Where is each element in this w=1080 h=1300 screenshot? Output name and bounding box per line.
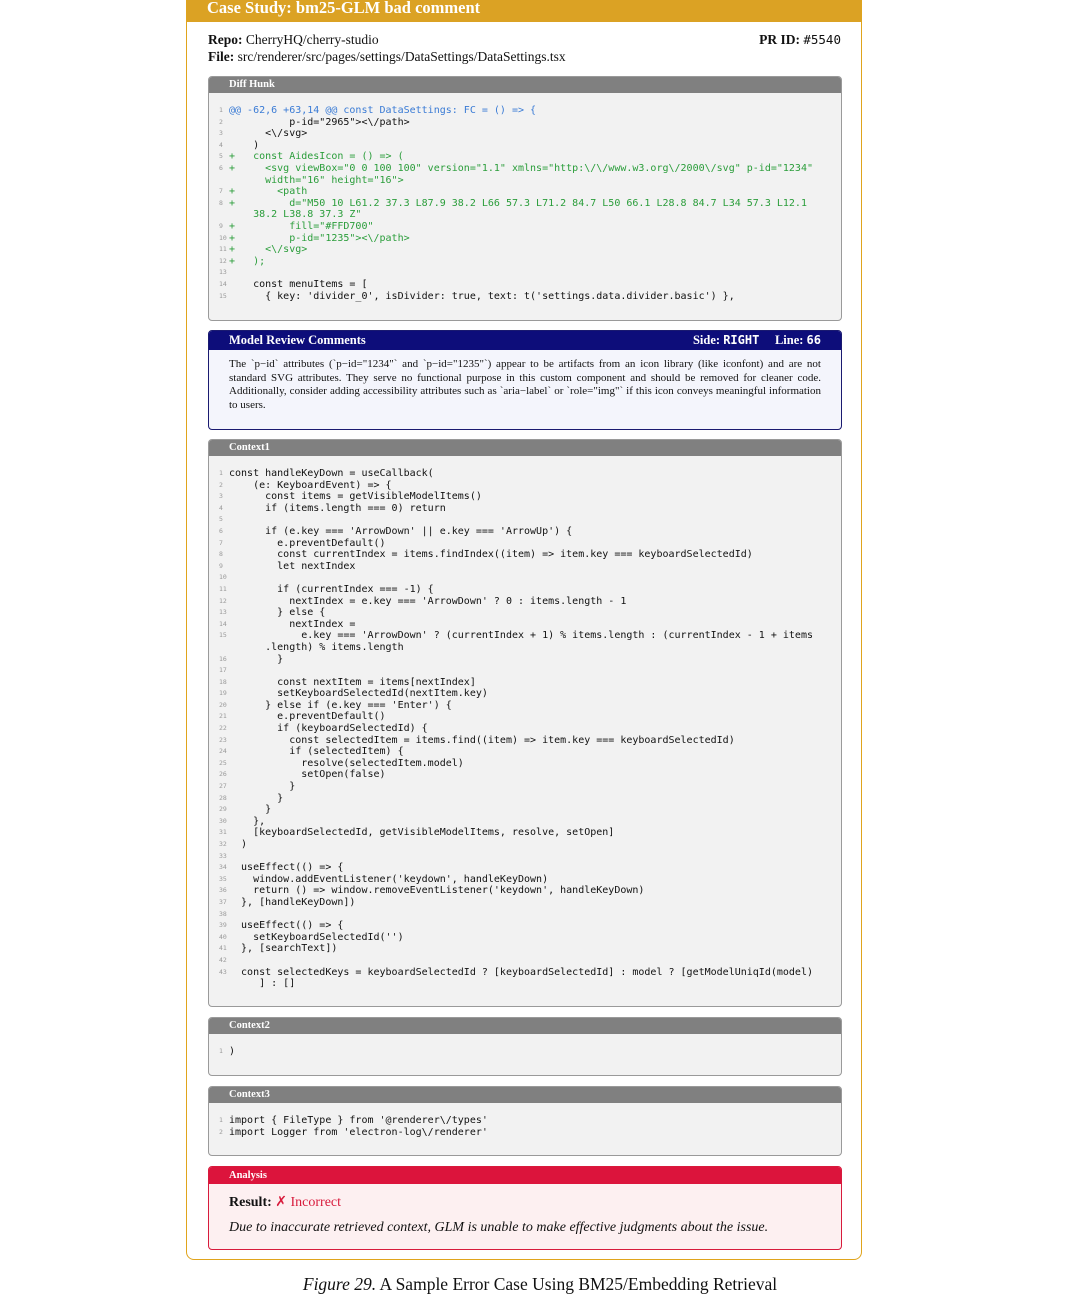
line-text: } else { [229, 607, 326, 619]
line-number: 35 [219, 874, 227, 883]
line-number: 34 [219, 863, 227, 872]
diff-hunk-box [208, 76, 842, 321]
line-number: 5 [219, 152, 223, 161]
line-number: 36 [219, 886, 227, 895]
line-number: 13 [219, 268, 227, 277]
code-line [219, 1115, 827, 1127]
review-comment-header [209, 331, 841, 350]
code-line [219, 885, 827, 897]
line-text: setOpen(false) [229, 769, 386, 781]
diff-hunk-title: Diff Hunk [209, 77, 841, 93]
line-number: 7 [219, 187, 223, 196]
line-text: } [229, 781, 296, 793]
line-number: 3 [219, 129, 223, 138]
code-line [219, 221, 827, 233]
line-text: useEffect(() => { [229, 862, 344, 874]
line-number: 2 [219, 117, 223, 126]
line-text: let nextIndex [229, 560, 356, 572]
line-number: 2 [219, 1127, 223, 1136]
code-line [219, 561, 827, 573]
code-line [219, 267, 827, 279]
line-number: 6 [219, 163, 223, 172]
code-line [219, 279, 827, 291]
line-number: 39 [219, 921, 227, 930]
code-line [219, 607, 827, 619]
code-line [219, 654, 827, 666]
context2-code [209, 1034, 841, 1058]
line-number: 1 [219, 106, 223, 114]
code-line [219, 291, 827, 303]
review-side-line [693, 331, 821, 350]
code-line [219, 723, 827, 735]
line-number: 30 [219, 816, 227, 825]
line-number: 1 [219, 1047, 223, 1055]
line-text: window.addEventListener('keydown', handleKeyDown) [229, 873, 549, 885]
line-text: + <path [229, 186, 308, 198]
code-line [219, 491, 827, 503]
code-line [219, 955, 827, 967]
code-line [219, 619, 827, 631]
line-text: e.preventDefault() [229, 711, 386, 723]
code-line [219, 630, 827, 653]
result-value: ✗ Incorrect [275, 1195, 342, 1210]
code-line [219, 862, 827, 874]
code-line [219, 827, 827, 839]
line-text: nextIndex = [229, 618, 356, 630]
file-value: src/renderer/src/pages/settings/DataSettings/DataSettings.tsx [237, 49, 566, 64]
line-number: 12 [219, 596, 227, 605]
line-text: const selectedItem = items.find((item) => item.key === keyboardSelectedId) [229, 734, 735, 746]
line-text: } [229, 792, 284, 804]
code-line [219, 758, 827, 770]
line-text: e.preventDefault() [229, 537, 386, 549]
line-text: import Logger from 'electron-log\/renderer' [229, 1126, 488, 1138]
review-comment-text: The `p−id` attributes (`p−id="1234"` and `p−id="1235"`) appear to be artifacts from an icon library (like iconfont) and are not standard SVG attributes. They serve no functional purpose in this custom component and should be removed for cleaner code. Additionally, consider adding accessibility attributes such as `aria−label` or `role="img"` if this icon conveys meaningful information to users. [229, 358, 821, 411]
line-number: 20 [219, 700, 227, 709]
line-number: 15 [219, 631, 227, 640]
line-text: if (selectedItem) { [229, 746, 404, 758]
line-text: if (items.length === 0) return [229, 502, 446, 514]
code-line [219, 163, 827, 186]
line-text: <\/svg> [229, 128, 308, 140]
code-line [219, 769, 827, 781]
line-number: 31 [219, 828, 227, 837]
line-label: Line: [774, 333, 804, 347]
code-line [219, 793, 827, 805]
code-line [219, 549, 827, 561]
code-line [219, 816, 827, 828]
side-label: Side: [692, 333, 721, 347]
line-number: 28 [219, 793, 227, 802]
line-text: + ); [229, 255, 266, 267]
diff-code [209, 93, 841, 302]
line-text: return () => window.removeEventListener('keydown', handleKeyDown) [229, 885, 645, 897]
code-line [219, 909, 827, 921]
line-text: const items = getVisibleModelItems() [229, 491, 482, 503]
code-line [219, 688, 827, 700]
line-text: useEffect(() => { [229, 920, 344, 932]
code-line [219, 746, 827, 758]
line-text: + <svg viewBox="0 0 100 100" version="1.1" xmlns="http:\/\/www.w3.org\/2000\/svg" p-id="1234" width="16" height="16"> [229, 162, 813, 186]
code-line [219, 920, 827, 932]
pr-label: PR ID: [759, 32, 800, 47]
line-number: 24 [219, 747, 227, 756]
line-text: nextIndex = e.key === 'ArrowDown' ? 0 : items.length - 1 [229, 595, 627, 607]
line-text: resolve(selectedItem.model) [229, 757, 464, 769]
line-number: 14 [219, 619, 227, 628]
line-number: 4 [219, 503, 223, 512]
line-number: 12 [219, 256, 227, 265]
code-line [219, 572, 827, 584]
context2-box [208, 1017, 842, 1076]
line-text: [keyboardSelectedId, getVisibleModelItems, resolve, setOpen] [229, 827, 615, 839]
line-text: ) [229, 1046, 236, 1057]
line-text: const menuItems = [ [229, 278, 368, 290]
line-text: @@ -62,6 +63,14 @@ const DataSettings: FC = () => { [229, 105, 537, 116]
line-text: import { FileType } from '@renderer\/types' [229, 1115, 488, 1126]
analysis-reason: Due to inaccurate retrieved context, GLM is unable to make effective judgments about the issue. [229, 1220, 769, 1235]
line-text: (e: KeyboardEvent) => { [229, 479, 392, 491]
figure-label: Figure 29. [302, 1274, 377, 1294]
code-line [219, 967, 827, 990]
code-line [219, 932, 827, 944]
code-line [219, 514, 827, 526]
code-line [219, 584, 827, 596]
code-line [219, 781, 827, 793]
result-label: Result: [229, 1195, 272, 1210]
line-text: const handleKeyDown = useCallback( [229, 468, 434, 479]
line-number: 17 [219, 666, 227, 675]
line-text: setKeyboardSelectedId('') [229, 931, 404, 943]
context1-title: Context1 [209, 440, 841, 456]
line-value: 66 [806, 333, 821, 347]
line-text: if (e.key === 'ArrowDown' || e.key === 'ArrowUp') { [229, 525, 573, 537]
line-number: 23 [219, 735, 227, 744]
context2-title: Context2 [209, 1018, 841, 1034]
code-line [219, 1127, 827, 1139]
code-line [219, 468, 827, 480]
line-number: 9 [219, 561, 223, 570]
code-line [219, 700, 827, 712]
line-number: 5 [219, 515, 223, 524]
code-line [219, 839, 827, 851]
line-number: 38 [219, 909, 227, 918]
line-text: + fill="#FFD700" [229, 220, 374, 232]
code-line [219, 538, 827, 550]
line-text: e.key === 'ArrowDown' ? (currentIndex + 1) % items.length : (currentIndex - 1 + items .length) % items.length [265, 630, 813, 653]
code-line [219, 851, 827, 863]
line-text: setKeyboardSelectedId(nextItem.key) [229, 688, 488, 700]
line-number: 43 [219, 967, 227, 976]
line-text: ) [229, 839, 248, 850]
line-number: 1 [219, 469, 223, 477]
line-number: 7 [219, 538, 223, 547]
code-line [219, 665, 827, 677]
line-number: 11 [219, 584, 227, 593]
line-number: 10 [219, 233, 227, 242]
line-number: 41 [219, 944, 227, 953]
line-number: 42 [219, 955, 227, 964]
pr-id: #5540 [803, 32, 841, 47]
code-line [219, 711, 827, 723]
context3-code [209, 1103, 841, 1138]
line-number: 18 [219, 677, 227, 686]
card-title: Case Study: bm25-GLM bad comment [187, 0, 861, 22]
line-number: 26 [219, 770, 227, 779]
line-number: 6 [219, 526, 223, 535]
line-number: 32 [219, 840, 227, 848]
line-number: 2 [219, 480, 223, 489]
line-number: 3 [219, 492, 223, 501]
file-label: File: [208, 49, 235, 64]
code-line [219, 128, 827, 140]
line-text: const selectedKeys = keyboardSelectedId ? [keyboardSelectedId] : model ? [getModelUniqId(model) ] : [] [241, 966, 813, 990]
analysis-result [209, 1184, 841, 1211]
line-text: + <\/svg> [229, 244, 308, 256]
code-line [219, 186, 827, 198]
line-text: + const AidesIcon = () => ( [229, 151, 404, 163]
analysis-box [208, 1166, 842, 1250]
line-number: 37 [219, 897, 227, 906]
line-text: }, [229, 815, 266, 827]
line-number: 1 [219, 1116, 223, 1124]
line-text: ) [229, 139, 260, 151]
code-line [219, 233, 827, 245]
line-number: 15 [219, 291, 227, 300]
line-number: 29 [219, 805, 227, 814]
code-line [219, 140, 827, 152]
line-number: 40 [219, 932, 227, 941]
line-number: 16 [219, 654, 227, 663]
context1-code [209, 456, 841, 990]
line-number: 8 [219, 198, 223, 207]
line-text: } [229, 653, 284, 665]
line-number: 33 [219, 851, 227, 860]
line-number: 11 [219, 245, 227, 254]
code-line [219, 256, 827, 268]
context1-box [208, 439, 842, 1007]
code-line [219, 480, 827, 492]
line-text: }, [handleKeyDown]) [229, 896, 356, 908]
line-text: const nextItem = items[nextIndex] [229, 676, 476, 688]
line-text: + p-id="1235"><\/path> [229, 232, 410, 244]
line-number: 27 [219, 782, 227, 791]
line-number: 14 [219, 279, 227, 288]
context3-title: Context3 [209, 1087, 841, 1103]
figure-caption [0, 1274, 1080, 1295]
review-comment-box [208, 330, 842, 430]
code-line [219, 117, 827, 129]
code-line [219, 943, 827, 955]
code-line [219, 198, 827, 221]
code-line [219, 503, 827, 515]
side-value: RIGHT [723, 333, 760, 347]
code-line [219, 244, 827, 256]
line-text: } [229, 804, 272, 816]
line-text: if (keyboardSelectedId) { [229, 723, 428, 735]
line-number: 19 [219, 689, 227, 698]
line-number: 9 [219, 221, 223, 230]
code-line [219, 804, 827, 816]
line-number: 25 [219, 758, 227, 767]
figure-text: A Sample Error Case Using BM25/Embedding Retrieval [379, 1274, 778, 1294]
line-text: if (currentIndex === -1) { [229, 583, 434, 595]
case-study-card [186, 0, 862, 1260]
context3-box [208, 1086, 842, 1156]
line-number: 13 [219, 608, 227, 617]
line-text: } else if (e.key === 'Enter') { [229, 699, 452, 711]
repo-value: CherryHQ/cherry-studio [245, 32, 379, 47]
code-line [219, 526, 827, 538]
code-line [219, 897, 827, 909]
review-comment-title: Model Review Comments [229, 333, 366, 347]
code-line [219, 596, 827, 608]
line-number: 8 [219, 550, 223, 559]
code-line [219, 874, 827, 886]
code-line [219, 151, 827, 163]
line-number: 21 [219, 712, 227, 721]
line-text: + d="M50 10 L61.2 37.3 L87.9 38.2 L66 57.3 L71.2 84.7 L50 66.1 L28.8 84.7 L34 57.3 L12.1 38.2 L38.8 37.3 Z" [229, 197, 807, 221]
analysis-title: Analysis [209, 1167, 841, 1184]
line-text: }, [searchText]) [229, 943, 338, 955]
repo-label: Repo: [208, 32, 243, 47]
line-number: 4 [219, 140, 223, 149]
meta-block [208, 31, 841, 65]
code-line [219, 677, 827, 689]
line-number: 10 [219, 573, 227, 582]
line-text: { key: 'divider_0', isDivider: true, text: t('settings.data.divider.basic') }, [229, 290, 735, 302]
line-text: p-id="2965"><\/path> [229, 116, 410, 128]
code-line [219, 1046, 827, 1058]
line-text: const currentIndex = items.findIndex((item) => item.key === keyboardSelectedId) [229, 549, 753, 561]
code-line [219, 105, 827, 117]
line-number: 22 [219, 724, 227, 733]
code-line [219, 735, 827, 747]
